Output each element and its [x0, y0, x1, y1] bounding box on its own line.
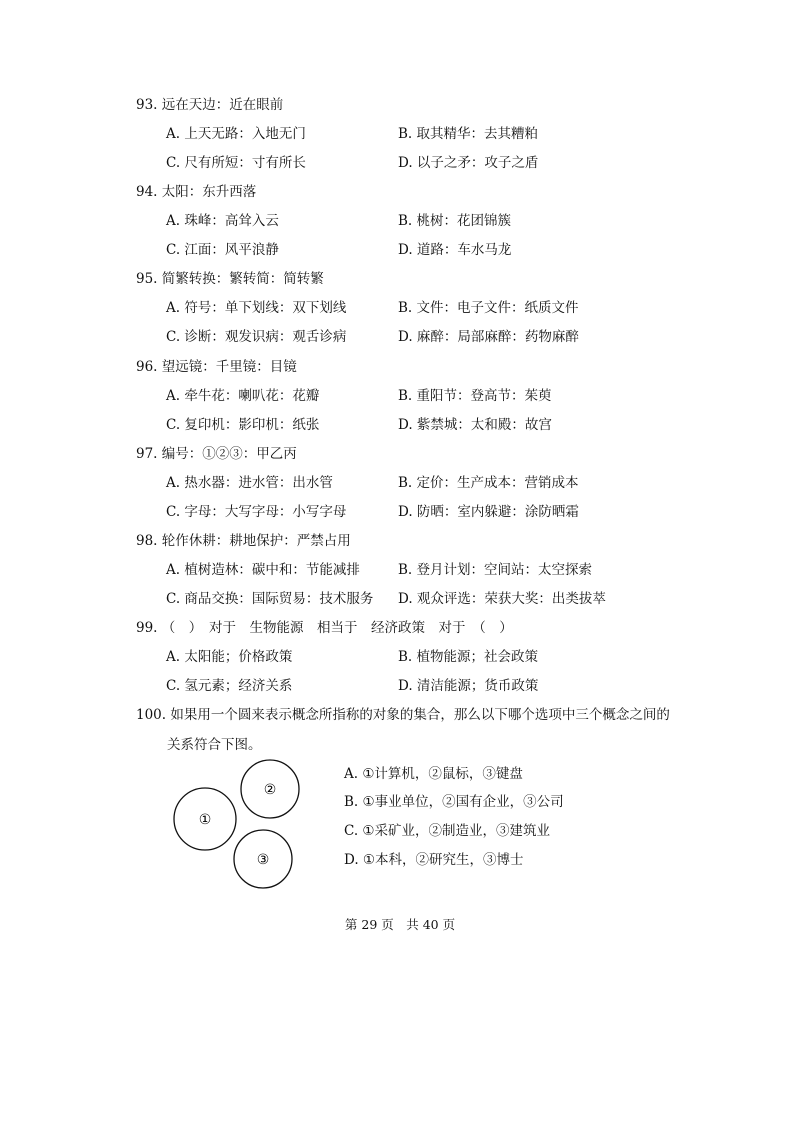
question-93-option-c: C. 尺有所短：寸有所长 — [166, 155, 306, 171]
question-96-option-a: A. 牵牛花：喇叭花：花瓣 — [166, 388, 320, 404]
question-98-option-c: C. 商品交换：国际贸易：技术服务 — [166, 591, 374, 607]
circle-3-label: ③ — [256, 852, 270, 868]
question-95-option-b: B. 文件：电子文件：纸质文件 — [398, 300, 579, 316]
circle-2-label: ② — [263, 782, 277, 798]
question-97-stem: 97. 编号：①②③：甲乙丙 — [136, 446, 297, 462]
circle-1-label: ① — [198, 812, 212, 828]
question-97-option-a: A. 热水器：进水管：出水管 — [166, 475, 333, 491]
question-96-option-b: B. 重阳节：登高节：茱萸 — [398, 388, 552, 404]
question-97-option-d: D. 防晒：室内躲避：涂防晒霜 — [398, 504, 579, 520]
question-94-option-d: D. 道路：车水马龙 — [398, 242, 512, 258]
page-number-footer: 第 29 页 共 40 页 — [344, 917, 456, 932]
question-96-stem: 96. 望远镜：千里镜：目镜 — [136, 359, 297, 375]
question-99-stem: 99. （ ） 对于 生物能源 相当于 经济政策 对于 （ ） — [136, 620, 513, 636]
question-100-option-a: A. ①计算机，②鼠标，③键盘 — [344, 766, 523, 782]
question-96-option-c: C. 复印机：影印机：纸张 — [166, 417, 320, 433]
venn-diagram — [172, 752, 312, 890]
question-95-option-d: D. 麻醉：局部麻醉：药物麻醉 — [398, 329, 579, 345]
question-97-option-c: C. 字母：大写字母：小写字母 — [166, 504, 347, 520]
question-94-option-c: C. 江面：风平浪静 — [166, 242, 279, 258]
question-93-stem: 93. 远在天边：近在眼前 — [136, 97, 284, 113]
question-98-option-b: B. 登月计划：空间站：太空探索 — [398, 562, 593, 578]
question-100-stem-line2: 关系符合下图。 — [167, 737, 262, 753]
question-100-option-b: B. ①事业单位，②国有企业，③公司 — [344, 794, 564, 810]
question-93-option-a: A. 上天无路：入地无门 — [166, 126, 306, 142]
question-99-option-a: A. 太阳能；价格政策 — [166, 649, 293, 665]
question-99-option-d: D. 清洁能源；货币政策 — [398, 678, 539, 694]
question-93-option-d: D. 以子之矛：攻子之盾 — [398, 155, 539, 171]
question-98-stem: 98. 轮作休耕：耕地保护：严禁占用 — [136, 533, 351, 549]
question-98-option-d: D. 观众评选：荣获大奖：出类拔萃 — [398, 591, 606, 607]
question-94-stem: 94. 太阳：东升西落 — [136, 184, 257, 200]
question-100-option-c: C. ①采矿业，②制造业，③建筑业 — [344, 823, 551, 839]
question-95-option-c: C. 诊断：观发识病：观舌诊病 — [166, 329, 347, 345]
question-97-option-b: B. 定价：生产成本：营销成本 — [398, 475, 579, 491]
question-100-stem-line1: 100. 如果用一个圆来表示概念所指称的对象的集合，那么以下哪个选项中三个概念之间的 — [136, 707, 670, 723]
question-100-option-d: D. ①本科，②研究生，③博士 — [344, 852, 524, 868]
question-99-option-c: C. 氢元素；经济关系 — [166, 678, 293, 694]
question-94-option-a: A. 珠峰：高耸入云 — [166, 213, 279, 229]
question-94-option-b: B. 桃树：花团锦簇 — [398, 213, 512, 229]
question-95-option-a: A. 符号：单下划线：双下划线 — [166, 300, 347, 316]
question-98-option-a: A. 植树造林：碳中和：节能减排 — [166, 562, 360, 578]
question-95-stem: 95. 简繁转换：繁转简：简转繁 — [136, 271, 324, 287]
question-96-option-d: D. 紫禁城：太和殿：故宫 — [398, 417, 552, 433]
question-93-option-b: B. 取其精华：去其糟粕 — [398, 126, 539, 142]
question-99-option-b: B. 植物能源；社会政策 — [398, 649, 539, 665]
